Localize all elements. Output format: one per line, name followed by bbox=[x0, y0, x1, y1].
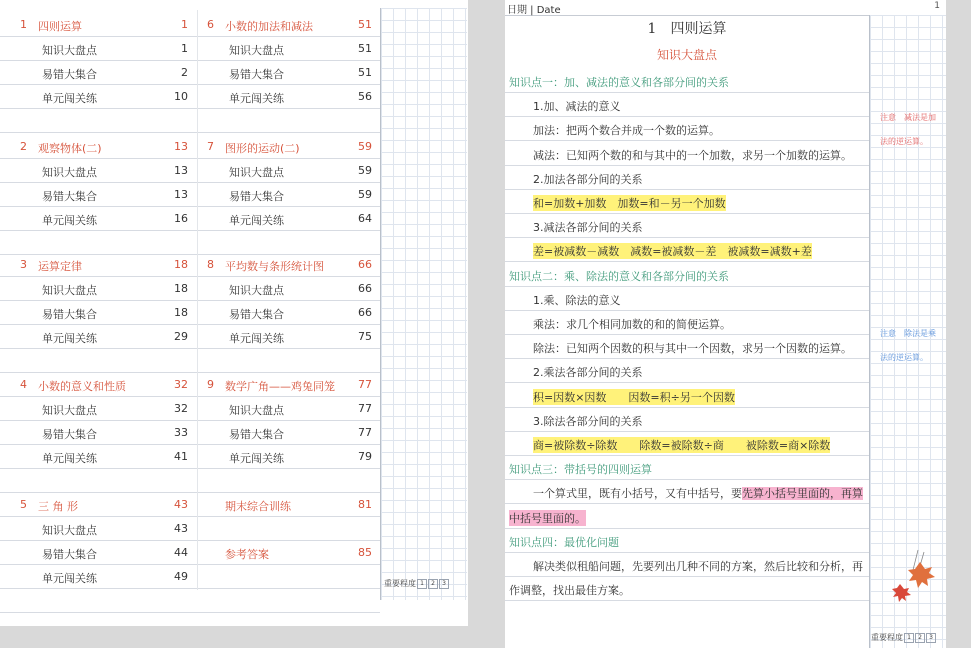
toc-item-row[interactable] bbox=[0, 278, 380, 302]
toc-item-page: 13 bbox=[174, 164, 188, 177]
toc-item-title: 易错大集合 bbox=[229, 190, 284, 203]
note-text: 积=因数×因数 因数=积÷另一个因数 bbox=[533, 390, 735, 404]
section-title: 知识大盘点 bbox=[656, 48, 717, 62]
ruled-line bbox=[505, 165, 869, 166]
note-line bbox=[505, 506, 869, 530]
note-text: 1.加、减法的意义 bbox=[533, 100, 621, 114]
ruled-line bbox=[505, 576, 869, 577]
toc-item-page: 16 bbox=[174, 212, 188, 225]
note-line bbox=[505, 409, 869, 433]
toc-item-row[interactable] bbox=[0, 422, 380, 446]
chapter-heading bbox=[505, 18, 869, 38]
toc-item-page: 59 bbox=[358, 188, 372, 201]
chapter-title: 四则运算 bbox=[38, 20, 82, 33]
note-line bbox=[505, 312, 869, 336]
toc-item-title: 单元闯关练 bbox=[229, 214, 284, 227]
toc-item-title: 知识大盘点 bbox=[42, 166, 97, 179]
ruled-line bbox=[505, 431, 869, 432]
note-text: 和=加数+加数 加数=和－另一个加数 bbox=[533, 197, 726, 210]
ruled-line bbox=[505, 116, 869, 117]
toc-item-row[interactable] bbox=[0, 62, 380, 86]
note-line bbox=[505, 385, 869, 409]
ruled-line bbox=[505, 455, 869, 456]
toc-item-title: 单元闯关练 bbox=[42, 214, 97, 227]
note-text: 除法：已知两个因数的积与其中一个因数，求另一个因数的运算。 bbox=[533, 342, 852, 356]
toc-item-page: 10 bbox=[174, 90, 188, 103]
chapter-title: 观察物体(二) bbox=[38, 142, 102, 155]
toc-item-page: 66 bbox=[358, 306, 372, 319]
ruled-line bbox=[505, 310, 869, 311]
toc-item-title: 易错大集合 bbox=[229, 308, 284, 321]
toc-item-page: 43 bbox=[174, 522, 188, 535]
ruled-line bbox=[505, 479, 869, 480]
toc-item-page: 77 bbox=[358, 402, 372, 415]
toc-chapter-row[interactable] bbox=[0, 494, 380, 518]
importance-box: 2 bbox=[428, 579, 438, 589]
toc-item-page: 79 bbox=[358, 450, 372, 463]
toc-chapter-row[interactable] bbox=[0, 14, 380, 38]
ruled-line bbox=[505, 189, 869, 190]
toc-item-title: 单元闯关练 bbox=[42, 332, 97, 345]
note-text: 解决类似租船问题，先要列出几种不同的方案，然后比较和分析，再 bbox=[533, 560, 863, 573]
chapter-page: 85 bbox=[358, 546, 372, 559]
note-text-highlight: 先算小括号里面的，再算 bbox=[742, 487, 863, 501]
toc-chapter-row[interactable] bbox=[0, 136, 380, 160]
note-line bbox=[505, 530, 869, 554]
chapter-page: 1 bbox=[181, 18, 188, 31]
chapter-number: 7 bbox=[207, 140, 214, 153]
ruled-line bbox=[0, 492, 380, 493]
toc-item-page: 29 bbox=[174, 330, 188, 343]
chapter-title: 图形的运动(二) bbox=[225, 142, 300, 155]
toc-item-title: 知识大盘点 bbox=[229, 404, 284, 417]
note-line bbox=[505, 70, 869, 94]
ruled-line bbox=[505, 407, 869, 408]
note-text bbox=[533, 485, 863, 501]
chapter-title: 数学广角——鸡兔同笼 bbox=[225, 380, 335, 393]
importance-scale bbox=[871, 632, 936, 643]
toc-item-title: 知识大盘点 bbox=[42, 524, 97, 537]
toc-item-page: 51 bbox=[358, 66, 372, 79]
note-text: 中括号里面的。 bbox=[509, 511, 586, 525]
toc-item-row[interactable] bbox=[0, 398, 380, 422]
toc-item-page: 56 bbox=[358, 90, 372, 103]
ruled-line bbox=[0, 612, 380, 613]
chapter-page: 66 bbox=[358, 258, 372, 271]
note-text: 作调整，找出最佳方案。 bbox=[509, 584, 630, 598]
toc-item-row[interactable] bbox=[0, 86, 380, 110]
note-line bbox=[505, 360, 869, 384]
chapter-number: 8 bbox=[207, 258, 214, 271]
toc-item-row[interactable] bbox=[0, 446, 380, 470]
margin-note: 注意 除法是乘 bbox=[880, 329, 936, 338]
note-line bbox=[505, 336, 869, 360]
ruled-line bbox=[505, 140, 869, 141]
importance-box: 2 bbox=[915, 633, 925, 643]
chapter-page: 43 bbox=[174, 498, 188, 511]
page-header bbox=[505, 0, 946, 16]
note-line bbox=[505, 457, 869, 481]
note-line bbox=[505, 118, 869, 142]
note-line bbox=[505, 433, 869, 457]
chapter-title: 小数的加法和减法 bbox=[225, 20, 313, 33]
page-number: 1 bbox=[934, 1, 940, 11]
toc-chapter-row[interactable] bbox=[0, 254, 380, 278]
chapter-title: 四则运算 bbox=[670, 21, 727, 37]
toc-item-page: 2 bbox=[181, 66, 188, 79]
chapter-title: 期末综合训练 bbox=[225, 500, 291, 513]
note-text: 知识点三：带括号的四则运算 bbox=[509, 463, 652, 477]
chapter-title: 小数的意义和性质 bbox=[38, 380, 126, 393]
toc-item-title: 单元闯关练 bbox=[42, 572, 97, 585]
ruled-line bbox=[505, 92, 869, 93]
chapter-page: 18 bbox=[174, 258, 188, 271]
toc-item-title: 易错大集合 bbox=[42, 548, 97, 561]
toc-item-title: 易错大集合 bbox=[229, 68, 284, 81]
toc-item-row[interactable] bbox=[0, 326, 380, 350]
note-text: 1.乘、除法的意义 bbox=[533, 293, 621, 307]
toc-item-page: 75 bbox=[358, 330, 372, 343]
ruled-line bbox=[505, 552, 869, 553]
chapter-number: 3 bbox=[20, 258, 27, 271]
chapter-number: 4 bbox=[20, 378, 27, 391]
toc-item-page: 13 bbox=[174, 188, 188, 201]
chapter-title: 参考答案 bbox=[225, 548, 269, 561]
toc-item-page: 66 bbox=[358, 282, 372, 295]
note-text: 差=被减数－减数 减数=被减数－差 被减数=减数+差 bbox=[533, 245, 812, 259]
toc-item-title: 单元闯关练 bbox=[42, 452, 97, 465]
toc-item-row[interactable] bbox=[0, 160, 380, 184]
toc-item-title: 单元闯关练 bbox=[229, 92, 284, 105]
ruled-line bbox=[0, 372, 380, 373]
importance-box: 1 bbox=[417, 579, 427, 589]
ruled-line bbox=[505, 528, 869, 529]
chapter-page: 13 bbox=[174, 140, 188, 153]
note-text: 知识点四：最优化问题 bbox=[509, 535, 619, 549]
note-line bbox=[505, 288, 869, 312]
notes-page bbox=[505, 0, 946, 648]
toc-item-title: 知识大盘点 bbox=[229, 44, 284, 57]
toc-item-row[interactable] bbox=[0, 302, 380, 326]
note-line bbox=[505, 167, 869, 191]
toc-item-title: 知识大盘点 bbox=[229, 166, 284, 179]
toc-item-title: 知识大盘点 bbox=[42, 284, 97, 297]
note-text: 2.乘法各部分间的关系 bbox=[533, 366, 643, 380]
ruled-line bbox=[505, 237, 869, 238]
importance-box: 3 bbox=[926, 633, 936, 643]
chapter-title: 平均数与条形统计图 bbox=[225, 260, 324, 273]
toc-item-page: 49 bbox=[174, 570, 188, 583]
toc-item-row[interactable] bbox=[0, 208, 380, 232]
chapter-page: 59 bbox=[358, 140, 372, 153]
importance-scale bbox=[384, 578, 449, 589]
ruled-line bbox=[505, 334, 869, 335]
note-text: 加法：把两个数合并成一个数的运算。 bbox=[533, 124, 720, 138]
chapter-page: 51 bbox=[358, 18, 372, 31]
ruled-line bbox=[0, 132, 380, 133]
toc-item-title: 知识大盘点 bbox=[42, 44, 97, 57]
importance-box: 3 bbox=[439, 579, 449, 589]
ruled-line bbox=[505, 213, 869, 214]
note-line bbox=[505, 94, 869, 118]
note-text-plain: 一个算式里，既有小括号，又有中括号，要 bbox=[533, 487, 742, 501]
margin-note: 法的逆运算。 bbox=[880, 353, 928, 362]
ruled-line bbox=[505, 382, 869, 383]
ruled-line bbox=[505, 358, 869, 359]
toc-item-row[interactable] bbox=[0, 184, 380, 208]
ruled-line bbox=[505, 261, 869, 262]
toc-item-title: 单元闯关练 bbox=[229, 452, 284, 465]
ruled-line bbox=[505, 286, 869, 287]
note-line bbox=[505, 264, 869, 288]
toc-item-title: 易错大集合 bbox=[42, 308, 97, 321]
margin-note: 注意 减法是加 bbox=[880, 113, 936, 122]
toc-item-page: 51 bbox=[358, 42, 372, 55]
margin-note: 法的逆运算。 bbox=[880, 137, 928, 146]
note-text: 乘法：求几个相同加数的和的简便运算。 bbox=[533, 318, 731, 331]
toc-item-title: 单元闯关练 bbox=[229, 332, 284, 345]
toc-item-page: 41 bbox=[174, 450, 188, 463]
note-text: 3.减法各部分间的关系 bbox=[533, 221, 643, 235]
toc-item-page: 33 bbox=[174, 426, 188, 439]
toc-item-page: 64 bbox=[358, 212, 372, 225]
chapter-page: 32 bbox=[174, 378, 188, 391]
note-line bbox=[505, 215, 869, 239]
toc-item-title: 易错大集合 bbox=[42, 190, 97, 203]
chapter-page: 77 bbox=[358, 378, 372, 391]
note-text: 商=被除数÷除数 除数=被除数÷商 被除数=商×除数 bbox=[533, 439, 831, 452]
date-label: 日期 | Date bbox=[507, 5, 561, 16]
chapter-number: 5 bbox=[20, 498, 27, 511]
ruled-line bbox=[505, 600, 869, 601]
chapter-number: 2 bbox=[20, 140, 27, 153]
grid-margin bbox=[380, 8, 467, 600]
toc-item-title: 单元闯关练 bbox=[42, 92, 97, 105]
toc-item-title: 易错大集合 bbox=[229, 428, 284, 441]
toc-item-row[interactable] bbox=[0, 566, 380, 590]
toc-item-page: 1 bbox=[181, 42, 188, 55]
note-line bbox=[505, 554, 869, 578]
chapter-number: 9 bbox=[207, 378, 214, 391]
note-line bbox=[505, 578, 869, 602]
toc-item-page: 44 bbox=[174, 546, 188, 559]
note-line bbox=[505, 143, 869, 167]
note-text: 知识点二：乘、除法的意义和各部分间的关系 bbox=[509, 269, 729, 283]
importance-box: 1 bbox=[904, 633, 914, 643]
toc-item-page: 18 bbox=[174, 282, 188, 295]
note-text: 知识点一：加、减法的意义和各部分间的关系 bbox=[509, 76, 729, 89]
toc-page bbox=[0, 0, 468, 626]
toc-chapter-row[interactable] bbox=[0, 374, 380, 398]
ruled-line bbox=[505, 503, 869, 504]
toc-item-page: 59 bbox=[358, 164, 372, 177]
chapter-number: 1 bbox=[647, 21, 657, 37]
toc-item-page: 77 bbox=[358, 426, 372, 439]
toc-chapter-row[interactable] bbox=[0, 542, 380, 566]
chapter-number: 6 bbox=[207, 18, 214, 31]
note-line bbox=[505, 191, 869, 215]
note-text: 3.除法各部分间的关系 bbox=[533, 414, 643, 428]
chapter-number: 1 bbox=[20, 18, 27, 31]
importance-label: 重要程度 bbox=[871, 633, 903, 642]
toc-item-page: 18 bbox=[174, 306, 188, 319]
chapter-title: 运算定律 bbox=[38, 260, 82, 273]
note-line bbox=[505, 239, 869, 263]
toc-item-title: 知识大盘点 bbox=[229, 284, 284, 297]
toc-item-title: 知识大盘点 bbox=[42, 404, 97, 417]
toc-item-page: 32 bbox=[174, 402, 188, 415]
toc-item-row[interactable] bbox=[0, 518, 380, 542]
toc-item-row[interactable] bbox=[0, 38, 380, 62]
note-text: 减法：已知两个数的和与其中的一个加数，求另一个加数的运算。 bbox=[533, 148, 852, 162]
note-line bbox=[505, 481, 869, 505]
importance-label: 重要程度 bbox=[384, 579, 416, 588]
toc-item-title: 易错大集合 bbox=[42, 428, 97, 441]
chapter-title: 三 角 形 bbox=[38, 500, 78, 513]
maple-leaves-decoration bbox=[890, 548, 936, 604]
chapter-page: 81 bbox=[358, 498, 372, 511]
note-text: 2.加法各部分间的关系 bbox=[533, 172, 643, 186]
toc-item-title: 易错大集合 bbox=[42, 68, 97, 81]
